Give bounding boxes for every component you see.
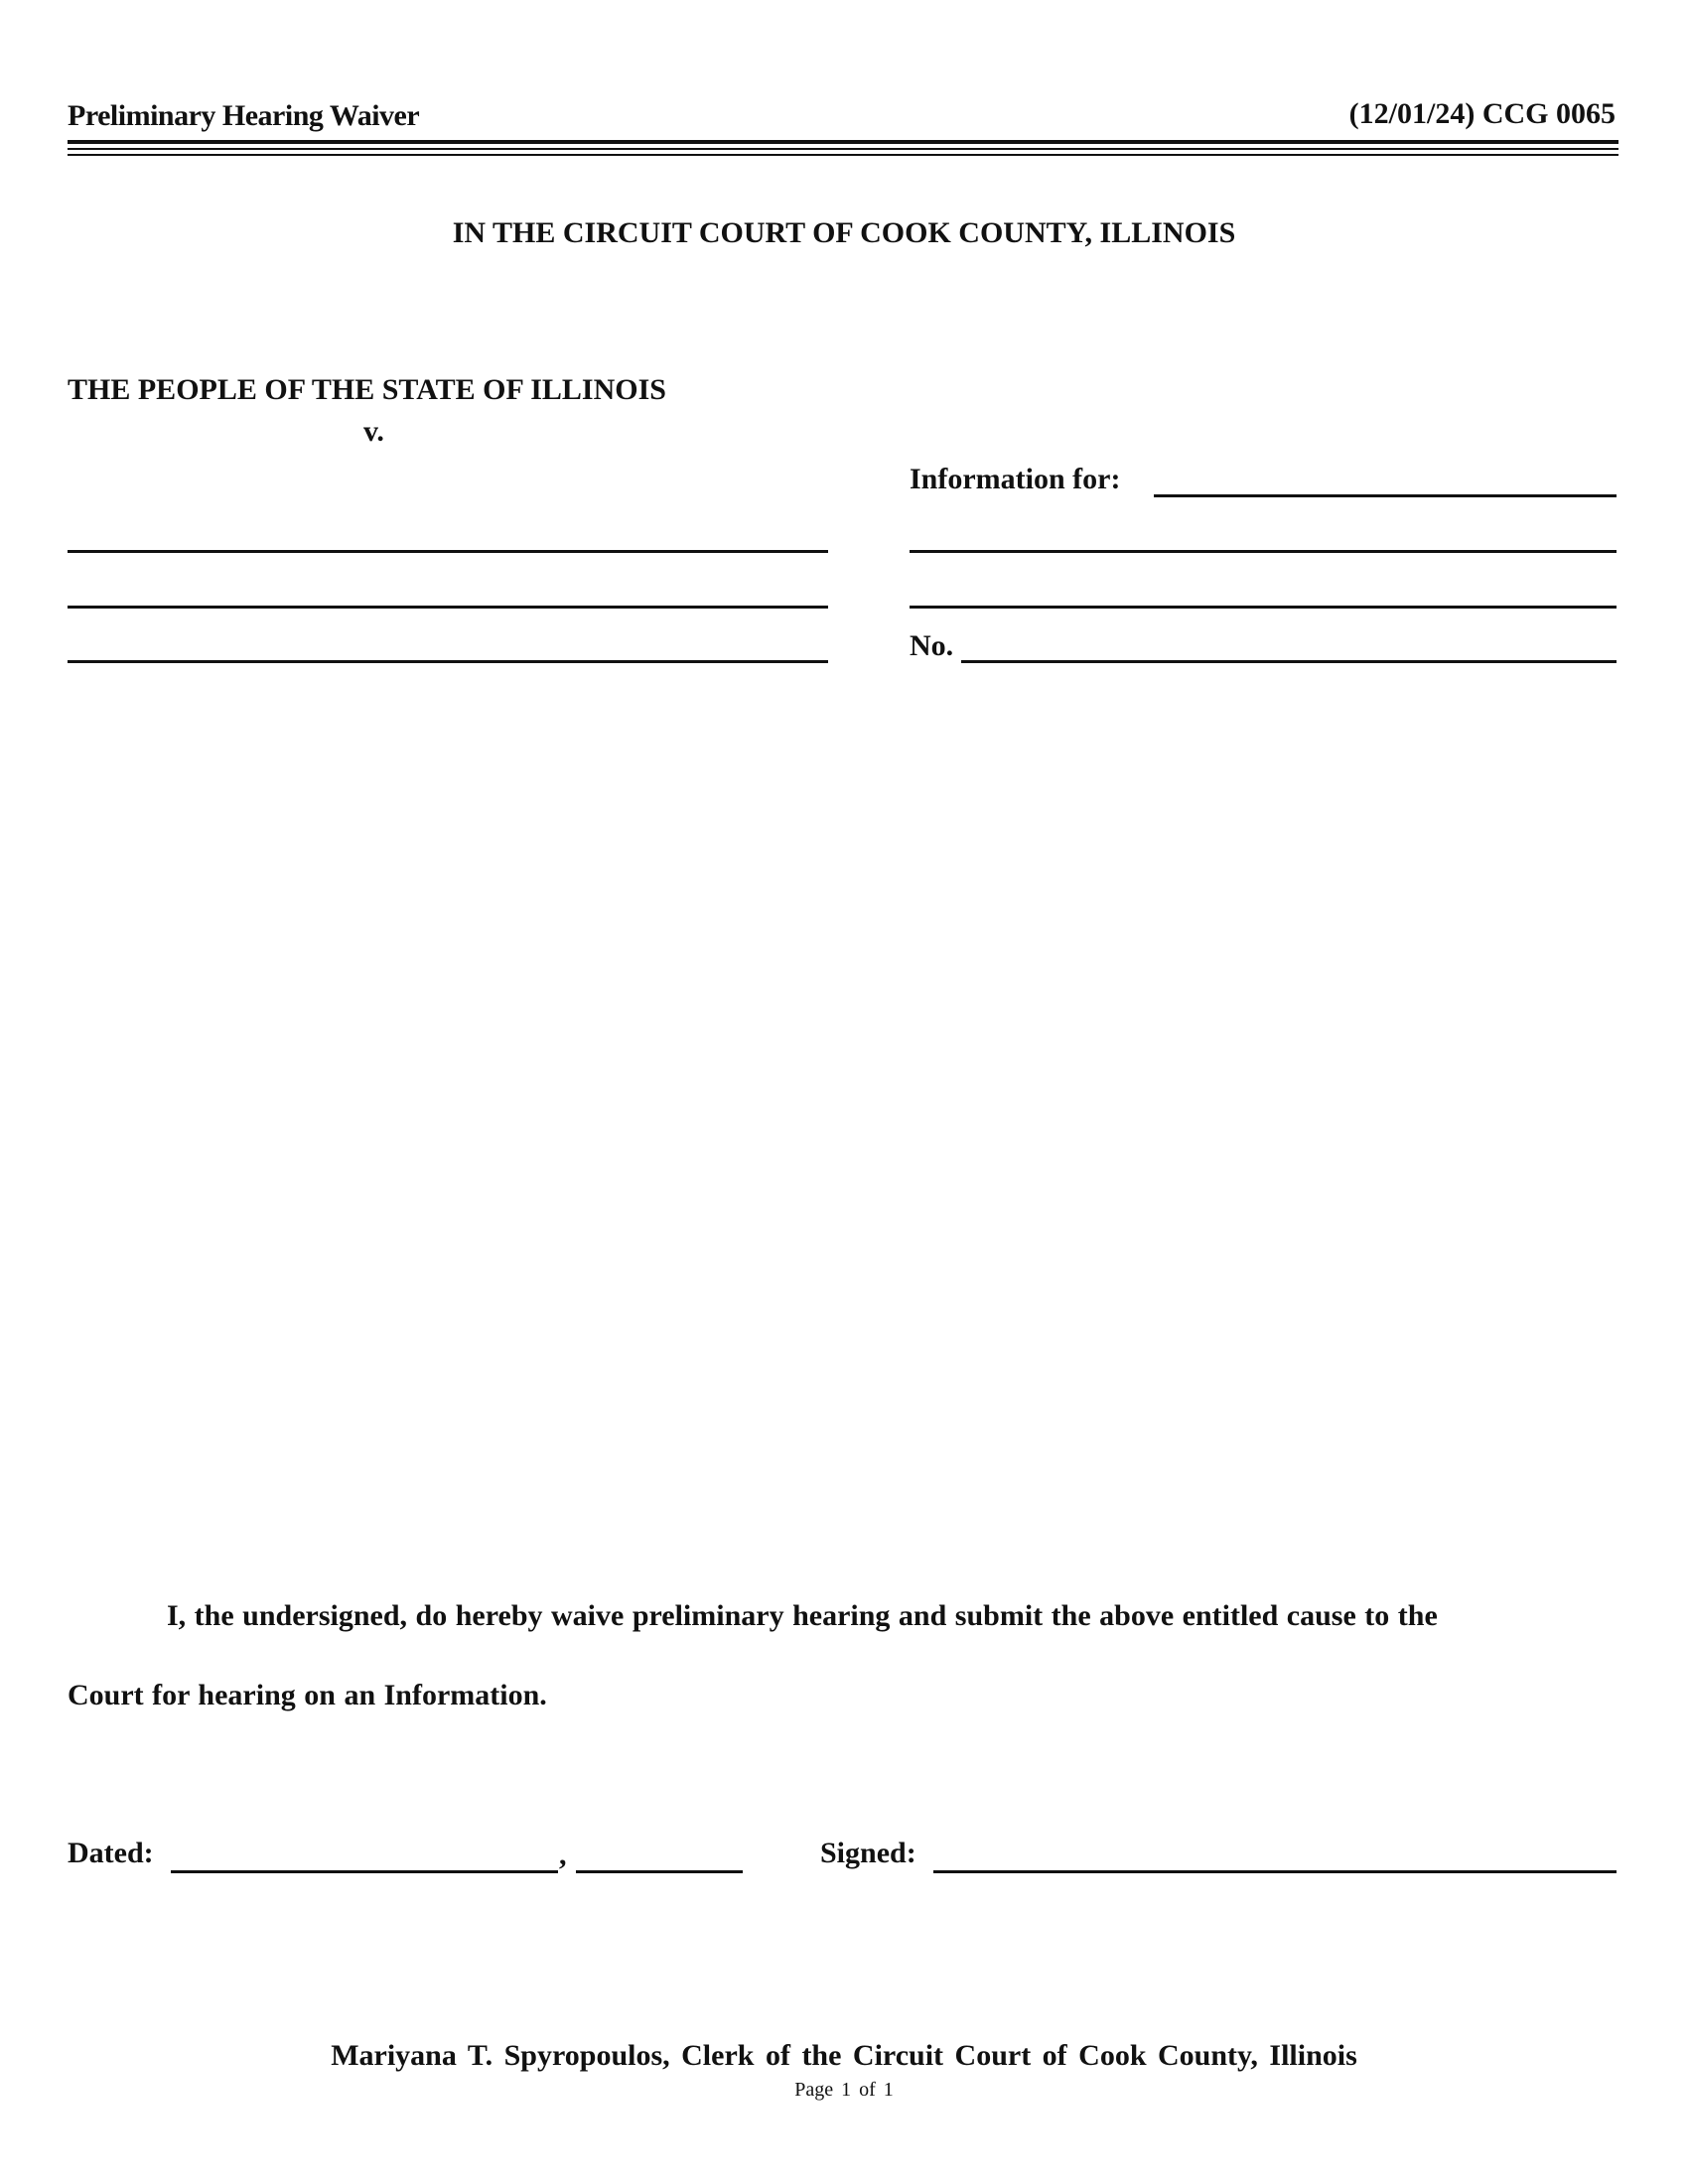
dated-comma: , [559,1839,567,1871]
information-for-field[interactable] [1154,494,1617,497]
defendant-line-3[interactable] [68,660,828,663]
signed-label: Signed: [820,1837,916,1869]
plaintiff-name: THE PEOPLE OF THE STATE OF ILLINOIS [68,373,666,406]
waiver-statement-line-1: I, the undersigned, do hereby waive preliminary hearing and submit the above entitled cause to the [167,1599,1438,1632]
dated-year-field[interactable] [576,1870,743,1873]
information-line-2[interactable] [910,550,1617,553]
page-number: Page 1 of 1 [794,2079,894,2101]
header-rule-thin-1 [68,148,1618,150]
defendant-line-2[interactable] [68,606,828,609]
information-for-label: Information for: [910,463,1121,495]
dated-label: Dated: [68,1837,154,1869]
waiver-statement-line-2: Court for hearing on an Information. [68,1679,547,1711]
defendant-line-1[interactable] [68,550,828,553]
header-rule-thick [68,140,1618,144]
form-code: (12/01/24) CCG 0065 [1348,97,1616,130]
form-title: Preliminary Hearing Waiver [68,99,420,132]
versus-label: v. [363,415,384,448]
case-number-field[interactable] [961,660,1617,663]
header-rule-thin-2 [68,154,1618,156]
case-number-label: No. [910,629,954,662]
dated-month-day-field[interactable] [171,1870,558,1873]
information-line-3[interactable] [910,606,1617,609]
signature-field[interactable] [933,1870,1617,1873]
clerk-footer: Mariyana T. Spyropoulos, Clerk of the Circuit Court of Cook County, Illinois [331,2039,1357,2072]
court-title: IN THE CIRCUIT COURT OF COOK COUNTY, ILLINOIS [452,216,1236,249]
